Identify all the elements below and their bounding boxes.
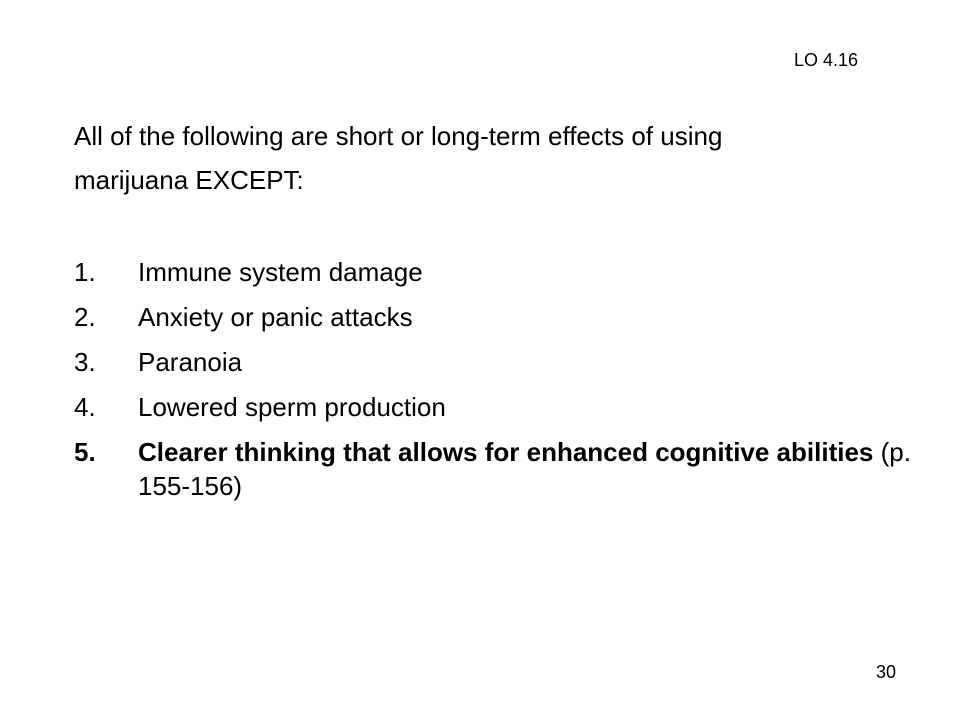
- option-number: 2.: [74, 302, 96, 332]
- option-3: [74, 340, 934, 385]
- option-1: [74, 250, 934, 295]
- slide-number: 30: [876, 662, 897, 682]
- page-reference: (p. 155-156): [138, 437, 911, 501]
- option-number: 4.: [74, 392, 96, 422]
- option-label: Lowered sperm production: [138, 392, 446, 422]
- option-number: 1.: [74, 257, 96, 287]
- correct-answer-text: Clearer thinking that allows for enhanced cognitive abilities: [138, 437, 874, 467]
- option-4: [74, 385, 934, 430]
- option-number: 5.: [74, 437, 96, 467]
- option-5-correct-answer: [74, 430, 934, 509]
- option-label: Immune system damage: [138, 257, 423, 287]
- question-line-2: marijuana EXCEPT:: [74, 165, 304, 195]
- learning-objective-tag: LO 4.16: [794, 50, 859, 70]
- question-line-1: All of the following are short or long-term effects of using: [74, 121, 723, 151]
- option-label: Anxiety or panic attacks: [138, 302, 413, 332]
- option-number: 3.: [74, 347, 96, 377]
- option-label: [138, 430, 934, 509]
- option-label: Paranoia: [138, 347, 243, 377]
- question-text: [74, 114, 914, 202]
- option-2: [74, 295, 934, 340]
- answer-options-list: [74, 250, 934, 509]
